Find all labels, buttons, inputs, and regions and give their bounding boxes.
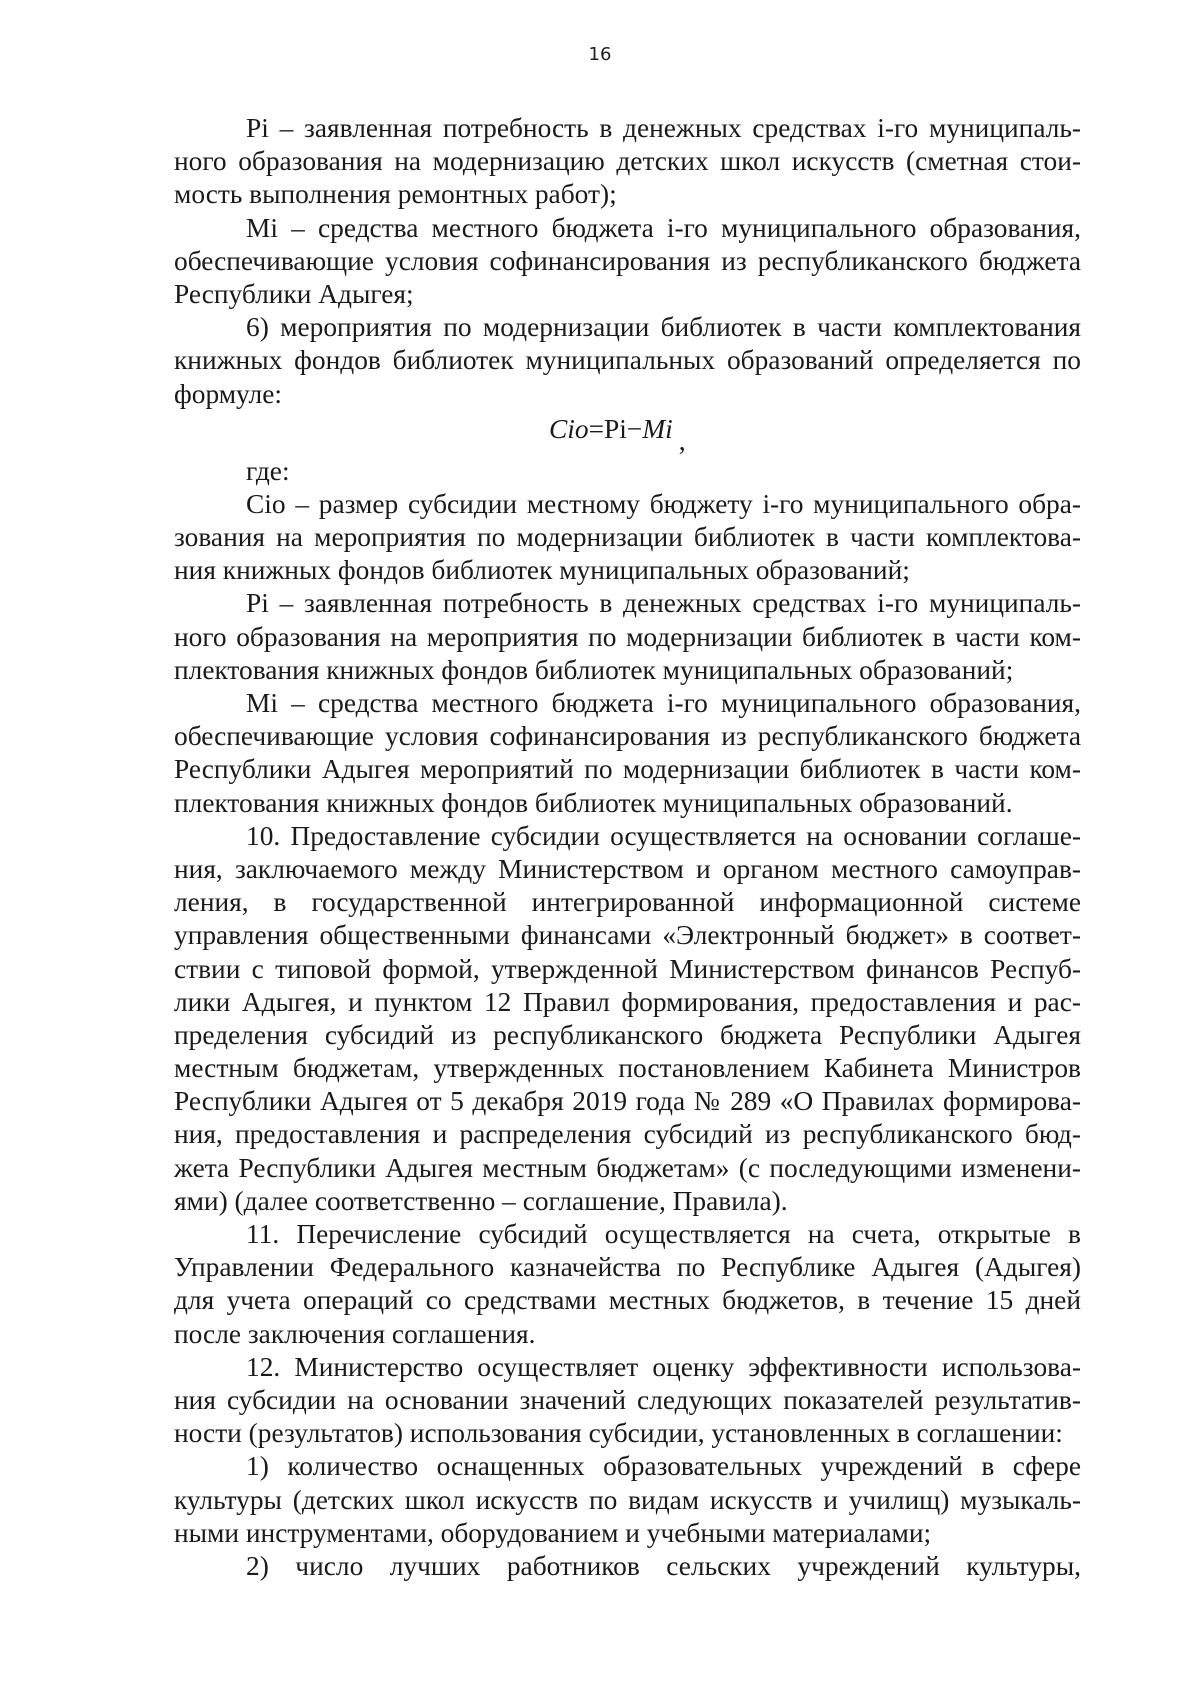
paragraph-mi-definition (174, 212, 1081, 312)
paragraph-mi-definition-2 (174, 687, 1081, 820)
text-line: Pi – заявленная потребность в денежных средствах i-го муниципаль- (246, 588, 1081, 619)
text-line: 12. Министерство осуществляет оценку эффективности использова- (246, 1351, 1081, 1382)
text-line: лики Адыгея, и пунктом 12 Правил формирования, предоставления и рас- (174, 986, 1081, 1017)
text-line: 1) количество оснащенных образовательных учреждений в сфере (246, 1451, 1081, 1482)
document-body (174, 112, 1081, 1583)
paragraph-pi-definition (174, 112, 1081, 212)
formula-pi: Pi (604, 413, 627, 444)
text-line: ствии с типовой формой, утвержденной Министерством финансов Респуб- (174, 953, 1081, 984)
text-line: ного образования на модернизацию детских школ искусств (сметная стои- (174, 146, 1081, 177)
text-line: где: (246, 455, 290, 486)
text-line: местным бюджетам, утвержденных постановлением Кабинета Министров (174, 1053, 1081, 1084)
text-line: ными инструментами, оборудованием и учебными материалами; (174, 1517, 932, 1548)
formula-cio: Cio (549, 413, 589, 444)
paragraph-item-12 (174, 1351, 1081, 1451)
page-number: 16 (588, 44, 612, 65)
text-line: обеспечивающие условия софинансирования из республиканского бюджета (174, 721, 1081, 752)
text-line: 2) число лучших работников сельских учреждений культуры, (246, 1550, 1081, 1581)
paragraph-item-6 (174, 311, 1081, 411)
paragraph-subitem-2 (174, 1550, 1081, 1583)
text-line: Pi – заявленная потребность в денежных средствах i-го муниципаль- (246, 113, 1081, 143)
text-line: после заключения соглашения. (174, 1318, 536, 1349)
text-line: формуле: (174, 378, 282, 409)
formula-mi: Mi (642, 413, 673, 444)
text-line: книжных фондов библиотек муниципальных образований определяется по (174, 345, 1081, 376)
paragraph-where (174, 455, 1081, 488)
text-line: 10. Предоставление субсидии осуществляется на основании соглаше- (246, 820, 1081, 851)
text-line: культуры (детских школ искусств по видам искусств и училищ) музыкаль- (174, 1484, 1081, 1515)
text-line: плектования книжных фондов библиотек муниципальных образований; (174, 654, 1014, 685)
text-line: 6) мероприятия по модернизации библиотек в части комплектования (246, 312, 1081, 343)
formula-minus: − (626, 413, 643, 444)
formula (174, 411, 1081, 455)
text-line: Республики Адыгея мероприятий по модернизации библиотек в части ком- (174, 754, 1081, 785)
text-line: обеспечивающие условия софинансирования из республиканского бюджета (174, 245, 1081, 276)
paragraph-item-11 (174, 1218, 1081, 1351)
paragraph-item-10 (174, 820, 1081, 1218)
text-line: для учета операций со средствами местных бюджетов, в течение 15 дней (174, 1285, 1081, 1316)
paragraph-pi-definition-2 (174, 587, 1081, 687)
text-line: ления, в государственной интегрированной информационной системе (174, 887, 1081, 918)
text-line: жета Республики Адыгея местным бюджетам» (с последующими изменени- (174, 1152, 1081, 1183)
text-line: плектования книжных фондов библиотек муниципальных образований. (174, 787, 1013, 818)
paragraph-cio-definition (174, 488, 1081, 588)
text-line: Mi – средства местного бюджета i-го муниципального образования, (246, 688, 1081, 718)
formula-comma: , (678, 425, 686, 456)
text-line: Mi – средства местного бюджета i-го муниципального образования, (246, 212, 1081, 243)
text-line: Республики Адыгея; (174, 278, 414, 309)
paragraph-subitem-1 (174, 1450, 1081, 1550)
text-line: зования на мероприятия по модернизации библиотек в части комплектова- (174, 522, 1081, 553)
text-line: пределения субсидий из республиканского бюджета Республики Адыгея (174, 1019, 1081, 1050)
text-line: ния, предоставления и распределения субсидий из республиканского бюд- (174, 1119, 1081, 1150)
text-line: ния книжных фондов библиотек муниципальных образований; (174, 555, 910, 586)
text-line: Республики Адыгея от 5 декабря 2019 года № 289 «О Правилах формирова- (174, 1086, 1081, 1117)
text-line: управления общественными финансами «Электронный бюджет» в соответ- (174, 920, 1081, 951)
text-line: мость выполнения ремонтных работ); (174, 179, 617, 210)
text-line: 11. Перечисление субсидий осуществляется на счета, открытые в (246, 1219, 1081, 1249)
text-line: ями) (далее соответственно – соглашение, Правила). (174, 1185, 788, 1216)
text-line: Управлении Федерального казначейства по Республике Адыгея (Адыгея) (174, 1252, 1081, 1283)
text-line: ния, заключаемого между Министерством и органом местного самоуправ- (174, 853, 1081, 884)
text-line: ного образования на мероприятия по модернизации библиотек в части ком- (174, 621, 1081, 652)
formula-equals: = (588, 413, 605, 444)
text-line: Cio – размер субсидии местному бюджету i-го муниципального обра- (246, 488, 1081, 519)
text-line: ности (результатов) использования субсидии, установленных в соглашении: (174, 1418, 1063, 1449)
text-line: ния субсидии на основании значений следующих показателей результатив- (174, 1384, 1081, 1415)
